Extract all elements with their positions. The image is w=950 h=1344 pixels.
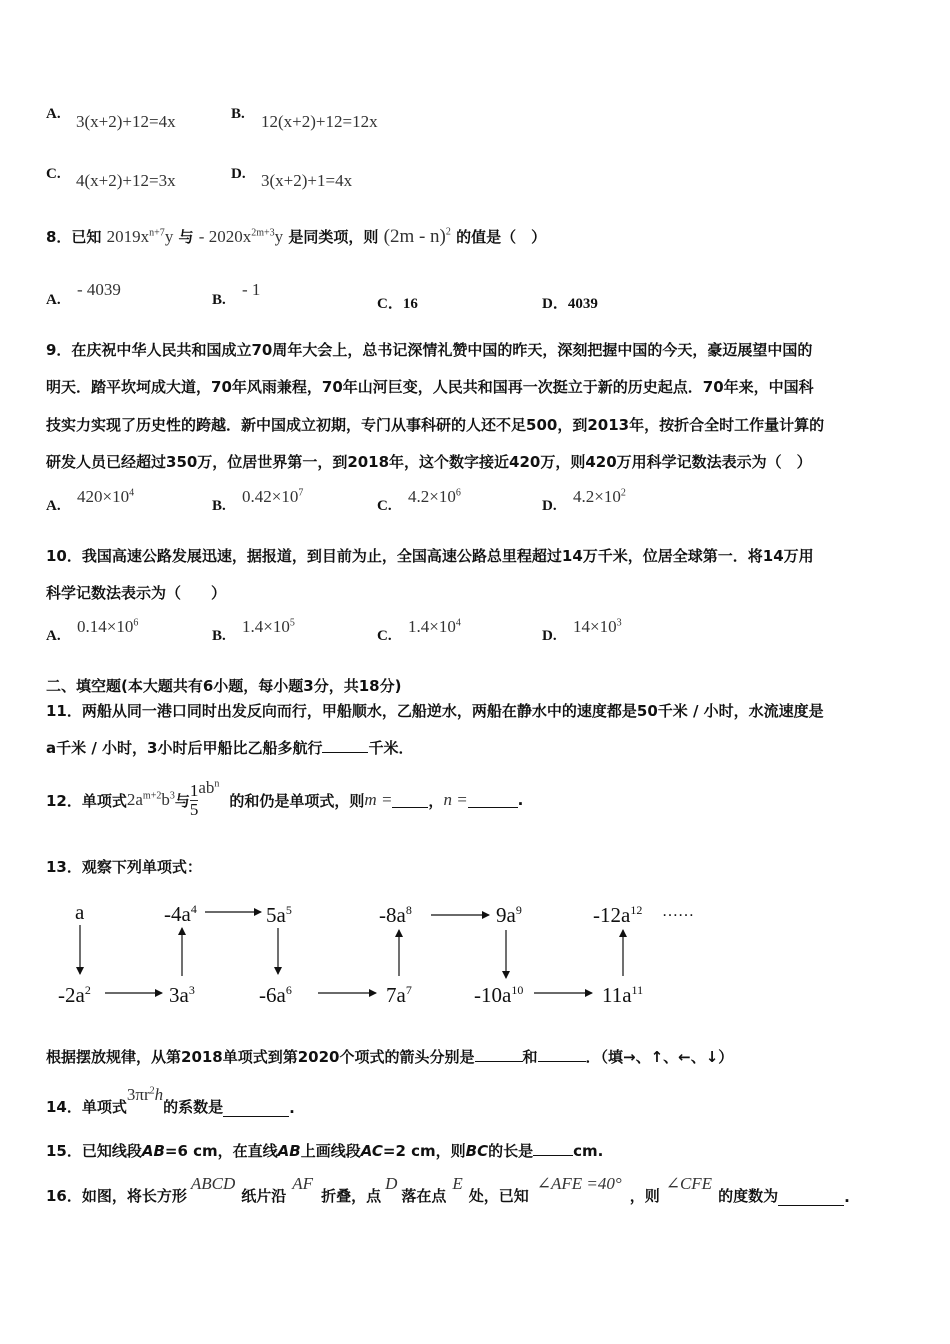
- q13-term-8: $-8a^8$: [379, 903, 412, 927]
- q13-ellipsis: ……: [662, 903, 694, 920]
- q9-option-b-value: $0.42\times 10^7$: [242, 487, 304, 506]
- q9-option-a-label: A.: [46, 498, 61, 514]
- q13-title: 13．观察下列单项式：: [46, 858, 202, 876]
- q7-option-d-label: D.: [231, 166, 246, 182]
- q10-option-a-value: $0.14\times 10^6$: [77, 617, 139, 636]
- q9-line-2: 明天．踏平坎坷成大道，70年风雨兼程，70年山河巨变，人民共和国再一次挺立于新的历史起点．70年来，中国科: [46, 378, 814, 396]
- q14-answer-blank[interactable]: [223, 1102, 289, 1117]
- q15-answer-blank[interactable]: [533, 1141, 573, 1156]
- q7-option-c-label: C.: [46, 166, 61, 182]
- q13-term-5: $5a^5$: [266, 903, 292, 927]
- q9-line-3: 技实力实现了历史性的跨越．新中国成立初期，专门从事科研的人还不足500，到2013年，按折合全时工作量计算的: [46, 416, 825, 434]
- q10-option-b-value: $1.4\times 10^5$: [242, 617, 295, 636]
- section-2-heading: 二、填空题(本大题共有6小题，每小题3分，共18分): [46, 677, 402, 695]
- q13-term-4: $-4a^4$: [164, 902, 197, 926]
- q10-line-2: 科学记数法表示为（ ）: [46, 584, 227, 602]
- q10-line-1: 10．我国高速公路发展迅速，据报道，到目前为止，全国高速公路总里程超过14万千米，位居全球第一．将14万用: [46, 547, 814, 565]
- q7-option-a-expr: 3(x+2)+12=4x: [76, 112, 176, 131]
- q8-option-b-value: - 1: [242, 280, 261, 299]
- q13-term-12: $-12a^{12}$: [593, 903, 643, 927]
- q9-option-c-value: $4.2\times 10^6$: [408, 487, 461, 506]
- q8-option-b-label: B.: [212, 292, 226, 308]
- q14-stem: 14．单项式 $3\pi r^2h$ 的系数是 .: [46, 1085, 295, 1117]
- q13-term-7: $7a^7$: [386, 983, 412, 1007]
- q16-answer-blank[interactable]: [778, 1191, 844, 1206]
- q7-option-b-label: B.: [231, 106, 245, 122]
- q8-option-c: C．16: [377, 296, 418, 312]
- q13-term-9: $9a^9$: [496, 903, 522, 927]
- q8-stem: 8．已知 $2019x^{n+7}y$ 与 - $2020x^{2m+3}y$ 是同类项，则 (2m - n)$^2$ 的值是（ ）: [46, 226, 547, 247]
- q13-answer-blank-1[interactable]: [475, 1047, 523, 1062]
- q11-line-1: 11．两船从同一港口同时出发反向而行，甲船顺水，乙船逆水，两船在静水中的速度都是50千米 / 小时，水流速度是: [46, 702, 824, 720]
- q9-line-4: 研发人员已经超过350万，位居世界第一，到2018年，这个数字接近420万，则420万用科学记数法表示为（ ）: [46, 453, 812, 471]
- q7-option-d-expr: 3(x+2)+1=4x: [261, 171, 353, 190]
- q10-option-c-label: C.: [377, 628, 392, 644]
- q8-option-a-value: - 4039: [77, 280, 121, 299]
- q10-option-b-label: B.: [212, 628, 226, 644]
- q9-line-1: 9．在庆祝中华人民共和国成立70周年大会上，总书记深情礼赞中国的昨天，深刻把握中国的今天，豪迈展望中国的: [46, 341, 813, 359]
- q13-answer-blank-2[interactable]: [538, 1047, 586, 1062]
- q13-question: 根据摆放规律，从第2018单项式到第2020个项式的箭头分别是 和 ．（填→、↑、←、↓）: [46, 1048, 734, 1066]
- q16-stem: 16．如图，将长方形 ABCD 纸片沿 AF 折叠，点 D 落在点 E 处，已知 ∠AFE =40° ，则 ∠CFE 的度数为 .: [46, 1174, 850, 1206]
- q10-option-a-label: A.: [46, 628, 61, 644]
- q7-option-a-label: A.: [46, 106, 61, 122]
- q7-option-b-expr: 12(x+2)+12=12x: [261, 112, 378, 131]
- q11-line-2: a千米 / 小时，3小时后甲船比乙船多航行 千米．: [46, 739, 414, 757]
- q13-term-6: $-6a^6$: [259, 983, 292, 1007]
- q8-option-d: D．4039: [542, 296, 598, 312]
- q10-option-c-value: $1.4\times 10^4$: [408, 617, 461, 636]
- q13-term-11: $11a^{11}$: [602, 983, 644, 1007]
- q9-option-d-label: D.: [542, 498, 557, 514]
- q7-option-c-expr: 4(x+2)+12=3x: [76, 171, 176, 190]
- q12-fraction: $\frac{1}{5}$: [189, 780, 199, 819]
- q13-term-10: $-10a^{10}$: [474, 983, 524, 1007]
- q10-option-d-value: $14\times 10^3$: [573, 617, 622, 636]
- q13-term-2: $-2a^2$: [58, 983, 91, 1007]
- q9-option-a-value: $420\times 10^4$: [77, 487, 135, 506]
- q13-term-1: a: [75, 900, 85, 924]
- q9-option-b-label: B.: [212, 498, 226, 514]
- q12-stem: 12．单项式 $2a^{m+2}b^3$ 与 $\frac{1}{5}$ $ab^n$ 的和仍是单项式，则 m = ， n = .: [46, 778, 524, 819]
- q13-term-3: $3a^3$: [169, 983, 195, 1007]
- q10-option-d-label: D.: [542, 628, 557, 644]
- q8-option-a-label: A.: [46, 292, 61, 308]
- q15-stem: 15．已知线段AB=6 cm，在直线AB上画线段AC=2 cm，则BC的长是 cm.: [46, 1142, 604, 1160]
- q9-option-c-label: C.: [377, 498, 392, 514]
- q9-option-d-value: $4.2\times 10^2$: [573, 487, 626, 506]
